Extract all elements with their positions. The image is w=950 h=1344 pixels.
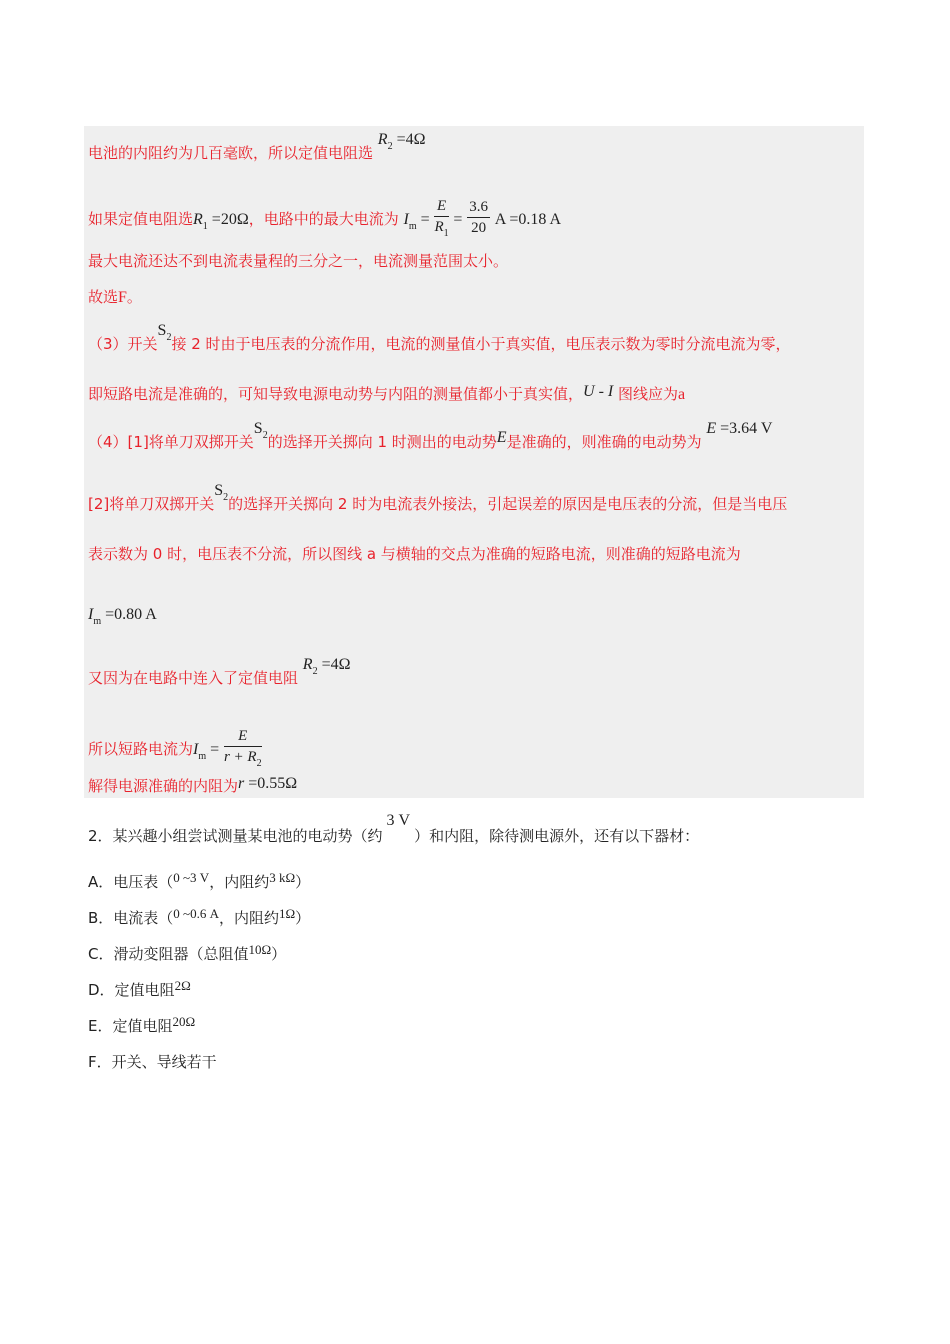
solution-text: ，电路中的最大电流为 — [248, 210, 399, 228]
solution-text: 所以短路电流为 — [88, 740, 194, 758]
option-d: D．定值电阻2Ω — [88, 978, 191, 999]
option-e: E．定值电阻20Ω — [88, 1014, 196, 1035]
solution-text: （3）开关 — [88, 335, 158, 353]
math-r2: $R_2 =4\Omega$ — [302, 656, 351, 677]
question-text: 2．某兴趣小组尝试测量某电池的电动势（约 — [88, 827, 383, 845]
math-internal-resistance: r =0.55Ω — [238, 775, 298, 792]
solution-line-9: 表示数为 0 时，电压表不分流，所以图线 a 与横轴的交点为准确的短路电流，则准确的短路电流为 — [88, 545, 741, 563]
solution-text: 的选择开关掷向 2 时为电流表外接法，引起误差的原因是电压表的分流，但是当电压 — [228, 495, 788, 513]
math-eq: = — [453, 211, 463, 228]
solution-text: 如果定值电阻选 — [88, 210, 194, 228]
option-a: A．电压表（0 ~3 V，内阻约3 kΩ） — [88, 870, 311, 891]
option-b: B．电流表（0 ~0.6 A，内阻约1Ω） — [88, 906, 311, 927]
math-r2: $R_2 =4\Omega$ — [377, 131, 426, 152]
solution-line-13 — [88, 776, 297, 797]
option-f: F．开关、导线若干 — [88, 1053, 217, 1071]
solution-text: 解得电源准确的内阻为 — [88, 777, 239, 795]
question-2-stem — [88, 812, 700, 847]
math-short-current: $I_m =0.80$ A — [88, 606, 157, 627]
solution-line-6 — [88, 384, 685, 405]
solution-text: 图线应为 — [618, 385, 679, 403]
solution-text: 电池的内阻约为几百毫欧，所以定值电阻选 — [88, 144, 374, 162]
solution-line-5 — [88, 322, 791, 357]
solution-line-8 — [88, 482, 788, 517]
solution-line-4 — [88, 287, 142, 308]
math-s2: $S_2$ — [157, 322, 172, 343]
solution-line-12 — [88, 728, 262, 771]
solution-text: （4）[1]将单刀双掷开关 — [88, 433, 254, 451]
solution-text: 是准确的，则准确的电动势为 — [506, 433, 702, 451]
math-im: $I_m$ = — [193, 741, 220, 762]
solution-line-10 — [88, 604, 157, 627]
math-s2: $S_2$ — [214, 482, 229, 503]
math-result: A =0.18 A — [494, 211, 562, 228]
math-imax: $I_m$ = — [403, 211, 430, 232]
solution-line-11 — [88, 656, 351, 691]
fraction-e-over-r-plus-r2: $\frac{E}{r + R_2}$ — [223, 728, 262, 769]
solution-text: 的选择开关掷向 1 时测出的电动势 — [267, 433, 497, 451]
solution-text: [2]将单刀双掷开关 — [88, 495, 215, 513]
question-text: ）和内阻，除待测电源外，还有以下器材： — [414, 827, 700, 845]
solution-text: 即短路电流是准确的，可知导致电源电动势与内阻的测量值都小于真实值， — [88, 385, 584, 403]
answer-letter: a — [678, 386, 686, 403]
fraction-values: $\frac{3.6}{20}$ — [469, 199, 488, 236]
math-r1: $R_1 =20\Omega$ — [193, 211, 249, 232]
math-emf-value: E =3.64 V — [706, 420, 773, 437]
solution-text: 故选 — [88, 288, 119, 306]
solution-text: 。 — [126, 288, 142, 306]
math-s2: $S_2$ — [253, 420, 268, 441]
solution-line-7 — [88, 420, 773, 455]
solution-text: 接 2 时由于电压表的分流作用，电流的测量值小于真实值，电压表示数为零时分流电流为零， — [171, 335, 791, 353]
answer-letter: F — [118, 289, 127, 306]
solution-line-3: 最大电流还达不到电流表量程的三分之一，电流测量范围太小。 — [88, 252, 509, 270]
solution-line-1 — [88, 131, 426, 166]
math-voltage: 3 V — [386, 812, 411, 829]
option-c: C．滑动变阻器（总阻值10Ω） — [88, 942, 287, 963]
solution-text: 又因为在电路中连入了定值电阻 — [88, 669, 299, 687]
math-e: E — [496, 429, 507, 446]
math-u-i: U - I — [583, 383, 614, 400]
fraction-e-over-r1: $\frac{E}{R_1}$ — [434, 198, 449, 239]
solution-line-2 — [88, 198, 561, 241]
